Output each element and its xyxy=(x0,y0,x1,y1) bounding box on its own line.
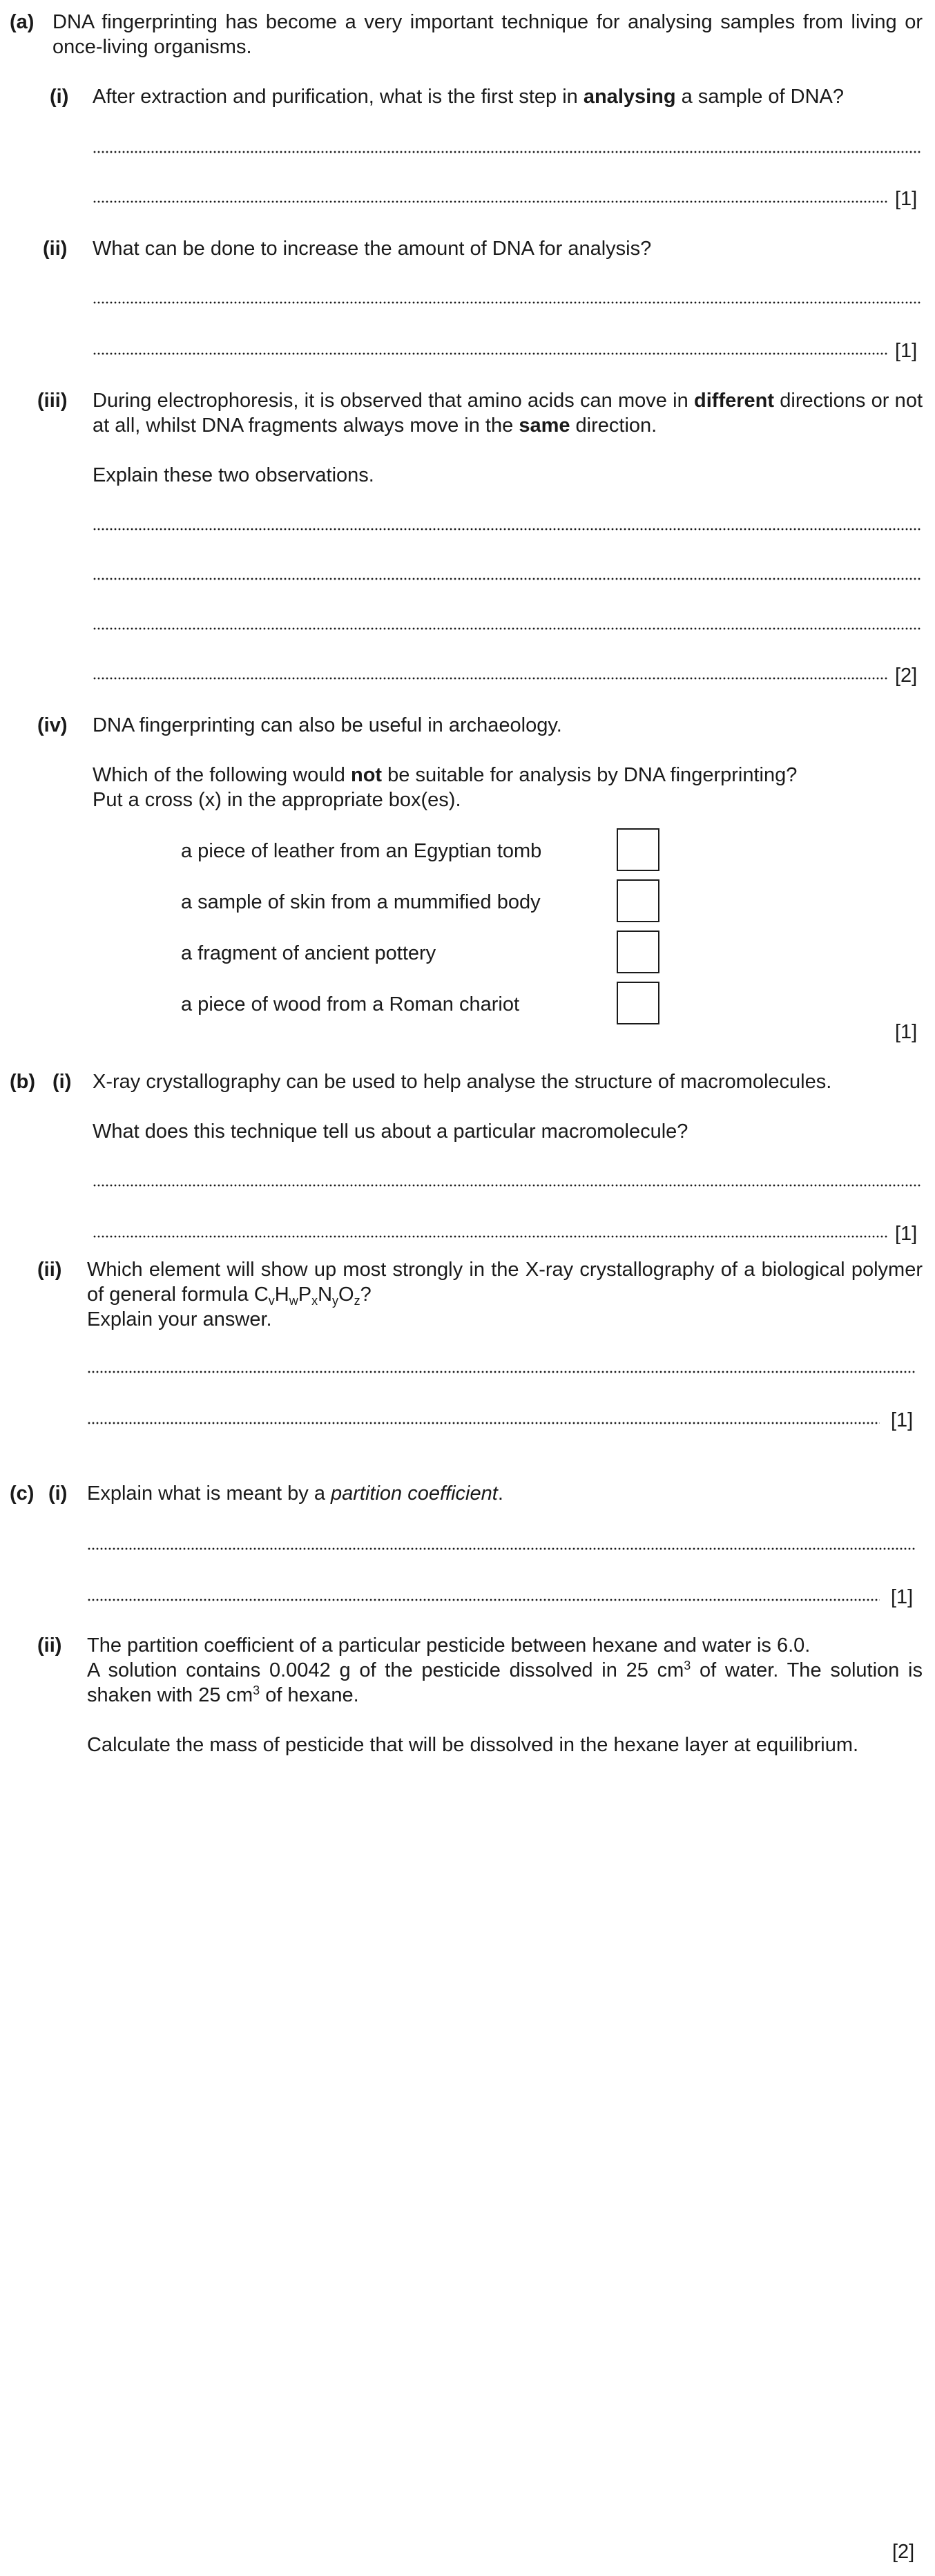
part-a-iii-label: (iii) xyxy=(37,390,68,412)
mark-b-i: [1] xyxy=(895,1223,918,1245)
part-a-ii-question: What can be done to increase the amount of DNA for analysis? xyxy=(93,238,652,260)
part-c-i-question: Explain what is meant by a partition coefficient. xyxy=(87,1482,503,1505)
answer-line-a-iii-4[interactable] xyxy=(93,677,888,680)
part-b-ii-instruction: Explain your answer. xyxy=(87,1308,272,1330)
option-wood-label: a piece of wood from a Roman chariot xyxy=(181,993,520,1015)
checkbox-pottery[interactable] xyxy=(617,931,659,973)
part-b-i-label: (i) xyxy=(52,1071,72,1093)
part-c-i-label: (i) xyxy=(48,1482,68,1505)
part-a-iv-question: Which of the following would not be suitable for analysis by DNA fingerprinting? xyxy=(93,764,798,786)
answer-line-b-i-1[interactable] xyxy=(93,1184,921,1187)
part-b-i-statement: X-ray crystallography can be used to help analyse the structure of macromolecules. xyxy=(93,1071,832,1093)
part-a-iii-instruction: Explain these two observations. xyxy=(93,464,374,486)
part-a-iii-question: During electrophoresis, it is observed that amino acids can move in different directions or not at all, whilst DNA fragments always move in the same direction. xyxy=(93,390,923,437)
mark-a-iii: [2] xyxy=(895,665,918,687)
answer-line-a-iii-3[interactable] xyxy=(93,627,921,630)
answer-line-c-i-2[interactable] xyxy=(87,1599,880,1601)
answer-line-a-i-1[interactable] xyxy=(93,151,921,153)
part-a-iv-label: (iv) xyxy=(37,714,68,736)
answer-line-a-ii-1[interactable] xyxy=(93,301,921,304)
answer-line-a-i-2[interactable] xyxy=(93,200,888,203)
part-c-label: (c) xyxy=(10,1482,35,1505)
checkbox-skin[interactable] xyxy=(617,879,659,922)
answer-line-b-ii-1[interactable] xyxy=(87,1371,916,1373)
part-a-iv-statement: DNA fingerprinting can also be useful in archaeology. xyxy=(93,714,562,736)
mark-c-ii: [2] xyxy=(892,2541,915,2563)
working-area[interactable] xyxy=(87,1775,916,2521)
option-leather-label: a piece of leather from an Egyptian tomb xyxy=(181,840,542,862)
part-b-i-question: What does this technique tell us about a particular macromolecule? xyxy=(93,1120,688,1143)
answer-line-b-ii-2[interactable] xyxy=(87,1422,880,1424)
part-a-iv-instruction: Put a cross (x) in the appropriate box(es). xyxy=(93,789,461,811)
part-a-i-question: After extraction and purification, what is the first step in analysing a sample of DNA? xyxy=(93,86,845,108)
part-a-label: (a) xyxy=(10,11,35,33)
mark-a-iv: [1] xyxy=(895,1021,918,1043)
mark-c-i: [1] xyxy=(891,1586,914,1608)
part-c-ii-instruction: Calculate the mass of pesticide that will be dissolved in the hexane layer at equilibrium. xyxy=(87,1734,859,1756)
answer-line-b-i-2[interactable] xyxy=(93,1235,888,1238)
checkbox-wood[interactable] xyxy=(617,982,659,1024)
mark-b-ii: [1] xyxy=(891,1409,914,1431)
answer-line-a-ii-2[interactable] xyxy=(93,352,888,355)
part-c-ii-label: (ii) xyxy=(37,1634,62,1657)
part-c-ii-line1: The partition coefficient of a particular pesticide between hexane and water is 6.0. xyxy=(87,1634,811,1657)
answer-line-a-iii-2[interactable] xyxy=(93,578,921,580)
polymer-formula: $C_vH_wP_xN_yO_z$ xyxy=(253,1284,360,1308)
part-a-intro: DNA fingerprinting has become a very important technique for analysing samples from living or once-living organisms. xyxy=(52,11,923,58)
option-skin-label: a sample of skin from a mummified body xyxy=(181,891,541,913)
answer-line-a-iii-1[interactable] xyxy=(93,528,921,531)
part-c-ii-line2: A solution contains 0.0042 g of the pesticide dissolved in 25 $cm^3$ of water. The solution is shaken with 25 $cm^3$ of hexane. xyxy=(87,1659,923,1706)
part-b-ii-question: Which element will show up most strongly in the X-ray crystallography of a biological polymer of general formula $C_vH_wP_xN_yO_z$? xyxy=(87,1259,923,1308)
mark-a-i: [1] xyxy=(895,188,918,210)
part-b-ii-label: (ii) xyxy=(37,1259,62,1281)
option-pottery-label: a fragment of ancient pottery xyxy=(181,942,436,964)
part-a-ii-label: (ii) xyxy=(43,238,68,260)
part-a-i-label: (i) xyxy=(50,86,69,108)
answer-line-c-i-1[interactable] xyxy=(87,1547,916,1550)
mark-a-ii: [1] xyxy=(895,340,918,362)
checkbox-leather[interactable] xyxy=(617,828,659,871)
part-b-label: (b) xyxy=(10,1071,36,1093)
